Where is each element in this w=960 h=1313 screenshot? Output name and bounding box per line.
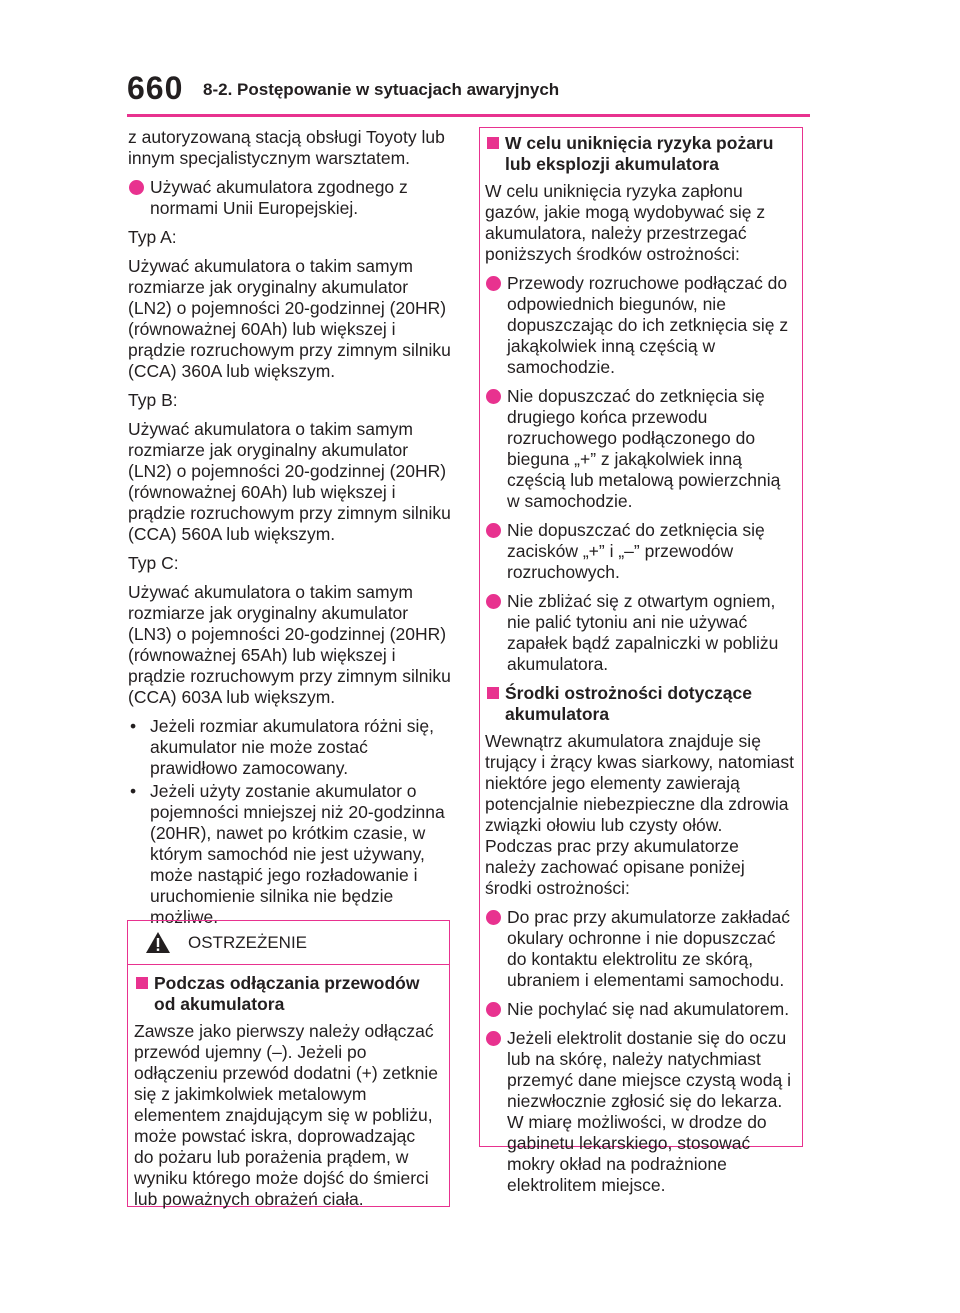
bullet-item — [485, 591, 794, 675]
page-number: 660 — [127, 70, 184, 106]
caution-heading-fire — [485, 133, 794, 175]
warning-heading — [134, 973, 439, 1015]
page-header — [0, 72, 960, 112]
left-column — [128, 127, 453, 930]
bullet-dot-icon — [486, 910, 501, 925]
note-bullet-icon: • — [130, 781, 137, 801]
caution-heading-text: Środki ostrożności dotyczące akumulatora — [505, 683, 753, 724]
bullet-dot-icon — [486, 389, 501, 404]
bullet-text: Nie pochylać się nad akumulatorem. — [507, 999, 790, 1019]
bullet-item — [485, 1028, 794, 1196]
note-bullet-icon: • — [130, 716, 137, 736]
type-c-text: Używać akumulatora o takim samym rozmiarze jak oryginalny akumulator (LN3) o pojemności 20-godzinnej (20HR) (równoważnej 65Ah) lub większej i prądzie rozruchowym przy zimnym silniku (CCA) 603A lub większym. — [128, 582, 451, 707]
square-bullet-icon — [487, 687, 499, 699]
note-text: Jeżeli użyty zostanie akumulator o pojemności mniejszej niż 20-godzinna (20HR), nawet po krótkim czasie, w którym samochód nie jest używany, może nastąpić jego rozładowanie i uruchomienie silnika nie będzie możliwe. — [150, 781, 445, 927]
warning-heading-text: Podczas odłączania przewodów od akumulatora — [154, 973, 420, 1014]
bullet-dot-icon — [129, 180, 144, 195]
bullet-dot-icon — [486, 594, 501, 609]
warning-triangle-icon — [145, 931, 171, 954]
caution-heading-text: W celu uniknięcia ryzyka pożaru lub eksplozji akumulatora — [505, 133, 774, 174]
type-b-text: Używać akumulatora o takim samym rozmiarze jak oryginalny akumulator (LN2) o pojemności 20-godzinnej (20HR) (równoważnej 60Ah) lub większej i prądzie rozruchowym przy zimnym silniku (CCA) 560A lub większym. — [128, 419, 451, 544]
bullet-text: Jeżeli elektrolit dostanie się do oczu lub na skórę, należy natychmiast przemyć dane miejsce czystą wodą i niezwłocznie zgłosić się do lekarza. W miarę możliwości, w drodze do gabinetu lekarskiego, stosować mokry okład na podrażnione elektrolitem miejsce. — [507, 1028, 791, 1195]
header-rule — [127, 114, 810, 117]
bullet-text: Nie dopuszczać do zetknięcia się drugiego końca przewodu rozruchowego podłączonego do bieguna „+” z jakąkolwiek inną częścią lub metalową powierzchnią w samochodzie. — [507, 386, 781, 511]
note-item — [128, 781, 453, 928]
type-a-text: Używać akumulatora o takim samym rozmiarze jak oryginalny akumulator (LN2) o pojemności 20-godzinnej (20HR) (równoważnej 60Ah) lub większej i prądzie rozruchowym przy zimnym silniku (CCA) 360A lub większym. — [128, 256, 451, 381]
caution-intro: Wewnątrz akumulatora znajduje się trujący i żrący kwas siarkowy, natomiast niektóre jego elementy zawierają potencjalnie niebezpieczne dla zdrowia związki ołowiu lub czysty ołów. Podczas prac przy akumulatorze należy zachować opisane poniżej środki ostrożności: — [485, 731, 794, 898]
type-b-label: Typ B: — [128, 390, 178, 410]
bullet-item — [485, 520, 794, 583]
note-item — [128, 716, 453, 779]
warning-body — [128, 965, 449, 1210]
caution-intro: W celu uniknięcia ryzyka zapłonu gazów, jakie mogą wydobywać się z akumulatora, należy przestrzegać poniższych środków ostrożności: — [485, 181, 766, 264]
bullet-item — [485, 386, 794, 512]
type-a-label: Typ A: — [128, 227, 177, 247]
caution-box — [479, 127, 803, 1195]
bullet-text: Nie zbliżać się z otwartym ogniem, nie palić tytoniu ani nie używać zapałek bądź zapalniczki w pobliżu akumulatora. — [507, 591, 779, 674]
section-title: 8-2. Postępowanie w sytuacjach awaryjnych — [203, 80, 560, 99]
bullet-text: Przewody rozruchowe podłączać do odpowiednich biegunów, nie dopuszczając do ich zetknięcia się z jakąkolwiek inną częścią w samochodzie. — [507, 273, 789, 377]
square-bullet-icon — [136, 977, 148, 989]
bullet-text: Nie dopuszczać do zetknięcia się zacisków „+” i „–” przewodów rozruchowych. — [507, 520, 765, 582]
note-text: Jeżeli rozmiar akumulatora różni się, akumulator nie może zostać prawidłowo zamocowany. — [150, 716, 434, 778]
caution-heading-battery — [485, 683, 794, 725]
warning-header — [128, 921, 449, 965]
bullet-dot-icon — [486, 523, 501, 538]
bullet-dot-icon — [486, 1002, 501, 1017]
bullet-item — [128, 177, 453, 219]
bullet-dot-icon — [486, 276, 501, 291]
warning-label: OSTRZEŻENIE — [188, 933, 308, 952]
warning-text: Zawsze jako pierwszy należy odłączać przewód ujemny (–). Jeżeli po odłączeniu przewód dodatni (+) zetknie się z jakimkolwiek metalowym elementem znajdującym się w pobliżu, może powstać iskra, doprowadzając do pożaru lub porażenia prądem, w wyniku którego może dojść do śmierci lub poważnych obrażeń ciała. — [134, 1021, 439, 1209]
warning-box — [127, 920, 450, 1207]
bullet-text: Do prac przy akumulatorze zakładać okulary ochronne i nie dopuszczać do kontaktu elektrolitu ze skórą, ubraniem i elementami samochodu. — [507, 907, 791, 990]
bullet-item — [485, 273, 794, 378]
bullet-text: Używać akumulatora zgodnego z normami Unii Europejskiej. — [150, 177, 408, 218]
bullet-item — [485, 999, 794, 1020]
type-c-label: Typ C: — [128, 553, 179, 573]
intro-text: z autoryzowaną stacją obsługi Toyoty lub innym specjalistycznym warsztatem. — [128, 127, 445, 168]
bullet-item — [485, 907, 794, 991]
bullet-dot-icon — [486, 1031, 501, 1046]
square-bullet-icon — [487, 137, 499, 149]
